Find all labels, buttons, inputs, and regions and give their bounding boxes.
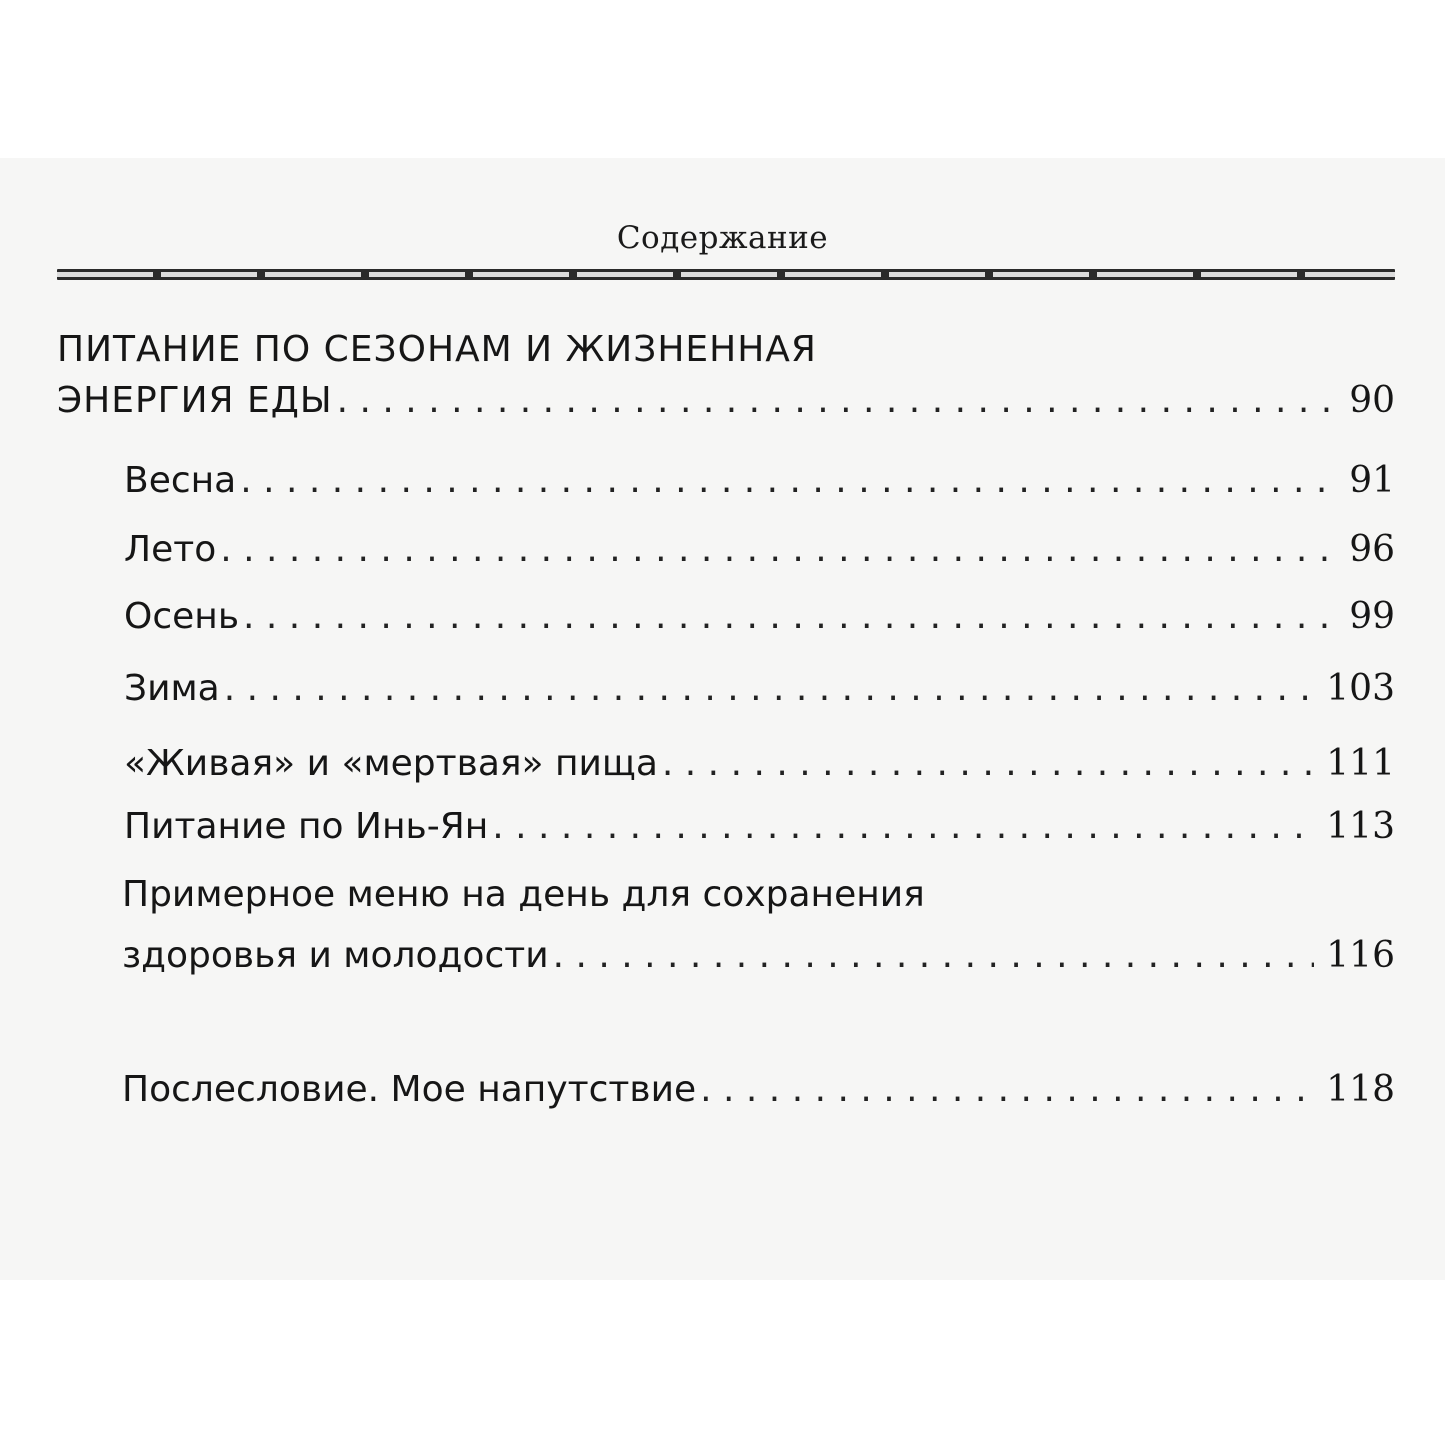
toc-entry-line-2 [122, 934, 1395, 978]
decorative-rule [57, 269, 1395, 280]
toc-entry-line [124, 459, 1395, 503]
toc-entry-line-2 [57, 379, 1395, 423]
toc-entry-section[interactable] [57, 328, 1395, 423]
toc-entry-title-cont: здоровья и молодости [122, 935, 549, 976]
toc-entry-title: «Живая» и «мертвая» пища [124, 743, 658, 784]
leader-dots [240, 459, 1337, 503]
toc-entry[interactable] [122, 873, 1395, 978]
toc-entry-line [122, 1068, 1395, 1112]
leader-dots [553, 934, 1315, 978]
toc-entry-title: Зима [124, 668, 220, 709]
rule-pattern [57, 272, 1395, 277]
toc-entry[interactable] [124, 595, 1395, 639]
leader-dots [337, 379, 1338, 423]
leader-dots [662, 742, 1314, 786]
toc-page-number: 91 [1349, 460, 1395, 501]
toc-entry[interactable] [124, 805, 1395, 849]
toc-entry-line-1 [122, 873, 1395, 917]
toc-entry[interactable] [124, 667, 1395, 711]
toc-entry-line-1 [57, 328, 1395, 372]
toc-entry[interactable] [124, 459, 1395, 503]
leader-dots [243, 595, 1337, 639]
toc-page-number: 99 [1349, 596, 1395, 637]
leader-dots [700, 1068, 1314, 1112]
toc-entry[interactable] [122, 1068, 1395, 1112]
toc-page-number: 111 [1326, 743, 1395, 784]
toc-entry-title: Осень [124, 596, 240, 637]
toc-page-number: 96 [1349, 529, 1395, 570]
toc-page-number: 116 [1326, 935, 1395, 976]
toc-entry-line [124, 667, 1395, 711]
book-page [0, 158, 1445, 1280]
leader-dots [220, 528, 1337, 572]
toc-entry-title: Питание по Инь-Ян [124, 806, 489, 847]
toc-entry-line [124, 528, 1395, 572]
toc-entry-line [124, 742, 1395, 786]
toc-entry-title: Послесловие. Мое напутствие [122, 1069, 697, 1110]
toc-entry-title: Примерное меню на день для сохранения [122, 874, 925, 915]
toc-entry-line [124, 595, 1395, 639]
leader-dots [224, 667, 1315, 711]
toc-page-number: 118 [1326, 1069, 1395, 1110]
toc-page-number: 90 [1349, 380, 1395, 421]
toc-page-number: 103 [1326, 668, 1395, 709]
leader-dots [492, 805, 1314, 849]
toc-entry-title: ПИТАНИЕ ПО СЕЗОНАМ И ЖИЗНЕННАЯ [57, 329, 817, 370]
toc-entry[interactable] [124, 528, 1395, 572]
toc-entry-title: Лето [124, 529, 217, 570]
toc-entry-title: Весна [124, 460, 237, 501]
toc-entry[interactable] [124, 742, 1395, 786]
running-head: Содержание [616, 220, 829, 256]
toc-entry-title-cont: ЭНЕРГИЯ ЕДЫ [57, 380, 333, 421]
toc-entry-line [124, 805, 1395, 849]
toc-page-number: 113 [1326, 806, 1395, 847]
